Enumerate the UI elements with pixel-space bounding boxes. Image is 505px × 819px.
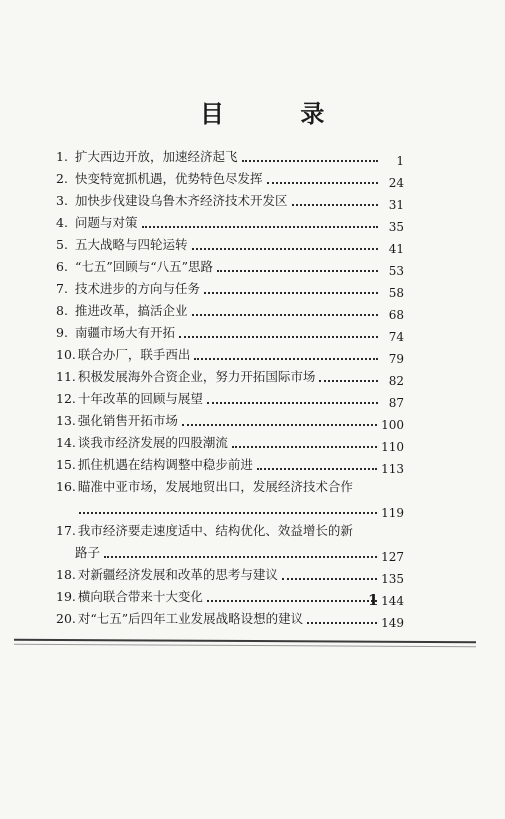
toc-leader-dots [179,336,378,338]
toc-entry-title: 推进改革，搞活企业 [75,303,188,318]
toc-entry-title: 积极发展海外合资企业，努力开拓国际市场 [77,369,316,384]
toc-entry-page: 24 [388,176,404,190]
toc-entry-number: 5. [56,237,68,252]
toc-entry-title: 加快步伐建设乌鲁木齐经济技术开发区 [75,193,288,208]
toc-entry-title: 南疆市场大有开拓 [75,325,176,340]
toc-entry [56,300,404,322]
toc-entry-number: 12. [56,391,76,406]
toc-entry-number: 7. [56,281,68,296]
toc-entry-title: 问题与对策 [75,215,138,230]
toc-entry [56,146,404,168]
toc-entry [56,454,404,476]
page-title: 目 录 [200,100,359,128]
toc-entry-page: 82 [388,374,404,388]
toc-entry-page: 119 [381,506,404,520]
toc-entry-title: 抓住机遇在结构调整中稳步前进 [77,457,253,472]
toc-leader-dots [79,512,377,514]
toc-entry-number: 8. [56,303,68,318]
toc-leader-dots [204,292,378,294]
toc-entry [56,234,404,256]
toc-entry [56,256,404,278]
toc-entry-number: 20. [56,611,76,626]
toc-entry-number: 13. [56,413,76,428]
toc-entry-page: 58 [388,286,404,300]
toc-entry-number: 19. [56,589,76,604]
toc-entry-page: 113 [381,462,404,476]
toc-entry-title: 强化销售开拓市场 [77,413,178,428]
toc-leader-dots [282,578,377,580]
toc-leader-dots [319,380,378,382]
toc-entry-title: 对“七五”后四年工业发展战略设想的建议 [77,611,304,626]
toc-entry-number: 17. [56,523,76,538]
toc-entry-page: 149 [381,616,404,630]
toc-leader-dots [232,446,377,448]
toc-entry [56,168,404,190]
toc-entry-number: 6. [56,259,68,274]
table-of-contents [56,146,404,630]
toc-entry [56,190,404,212]
toc-entry [56,212,404,234]
toc-leader-dots [194,358,378,360]
toc-entry-title-continued: 路子 [75,545,101,560]
toc-entry [56,432,404,454]
toc-entry-number: 16. [56,479,76,494]
toc-entry [56,476,404,520]
toc-entry-number: 18. [56,567,76,582]
toc-entry-title: 对新疆经济发展和改革的思考与建议 [77,567,278,582]
toc-entry-number: 3. [56,193,68,208]
toc-leader-dots [217,270,378,272]
toc-leader-dots [257,468,377,470]
toc-entry-title: 扩大西边开放，加速经济起飞 [75,149,238,164]
toc-entry-page: 35 [388,220,404,234]
toc-leader-dots [142,226,378,228]
toc-entry-page: 127 [381,550,404,564]
toc-entry-title: 我市经济要走速度适中、结构优化、效益增长的新 [77,523,353,538]
toc-entry-title: 横向联合带来十大变化 [77,589,203,604]
toc-entry-page: 100 [381,418,404,432]
toc-entry-title: 联合办厂，联手西出 [77,347,191,362]
toc-entry-title: 五大战略与四轮运转 [75,237,188,252]
toc-leader-dots [292,204,378,206]
toc-entry [56,366,404,388]
toc-entry-page: 135 [381,572,404,586]
toc-entry-number: 1. [56,149,68,164]
toc-entry [56,564,404,586]
toc-entry-page: 110 [381,440,404,454]
toc-entry [56,278,404,300]
toc-entry [56,388,404,410]
toc-leader-dots [242,160,378,162]
toc-leader-dots [192,248,378,250]
toc-entry [56,410,404,432]
toc-entry-page: 53 [388,264,404,278]
toc-entry-number: 9. [56,325,68,340]
toc-entry-title: 谈我市经济发展的四股潮流 [77,435,228,450]
toc-entry-page: 1 [396,154,404,168]
toc-entry-number: 14. [56,435,76,450]
toc-entry [56,608,404,630]
toc-entry-page: 74 [388,330,404,344]
toc-leader-dots [267,182,378,184]
toc-entry-title: “七五”回顾与“八五”思路 [75,259,214,274]
toc-entry-title: 瞄准中亚市场，发展地贸出口，发展经济技术合作 [77,479,353,494]
toc-entry-title: 技术进步的方向与任务 [75,281,201,296]
toc-entry-number: 4. [56,215,68,230]
toc-entry-title: 快变特宽抓机遇，优势特色尽发挥 [75,171,263,186]
toc-entry-page: 87 [388,396,404,410]
toc-leader-dots [182,424,377,426]
toc-entry [56,586,404,608]
toc-entry-title: 十年改革的回顾与展望 [77,391,203,406]
toc-entry-number: 2. [56,171,68,186]
horizontal-rule [14,639,476,643]
toc-entry-number: 15. [56,457,76,472]
toc-entry-page: 41 [388,242,404,256]
toc-entry-number: 11. [56,369,76,384]
toc-entry-page: 68 [388,308,404,322]
page-number: 1 [368,591,379,609]
toc-entry-page: 79 [388,352,404,366]
toc-entry-page: 144 [381,594,404,608]
toc-entry [56,322,404,344]
toc-entry [56,520,404,564]
toc-leader-dots [104,556,377,558]
toc-entry-number: 10. [56,347,76,362]
toc-leader-dots [207,402,378,404]
toc-leader-dots [207,600,377,602]
toc-leader-dots [192,314,378,316]
toc-entry [56,344,404,366]
toc-leader-dots [307,622,377,624]
horizontal-rule-faint [14,644,476,647]
toc-entry-page: 31 [388,198,404,212]
